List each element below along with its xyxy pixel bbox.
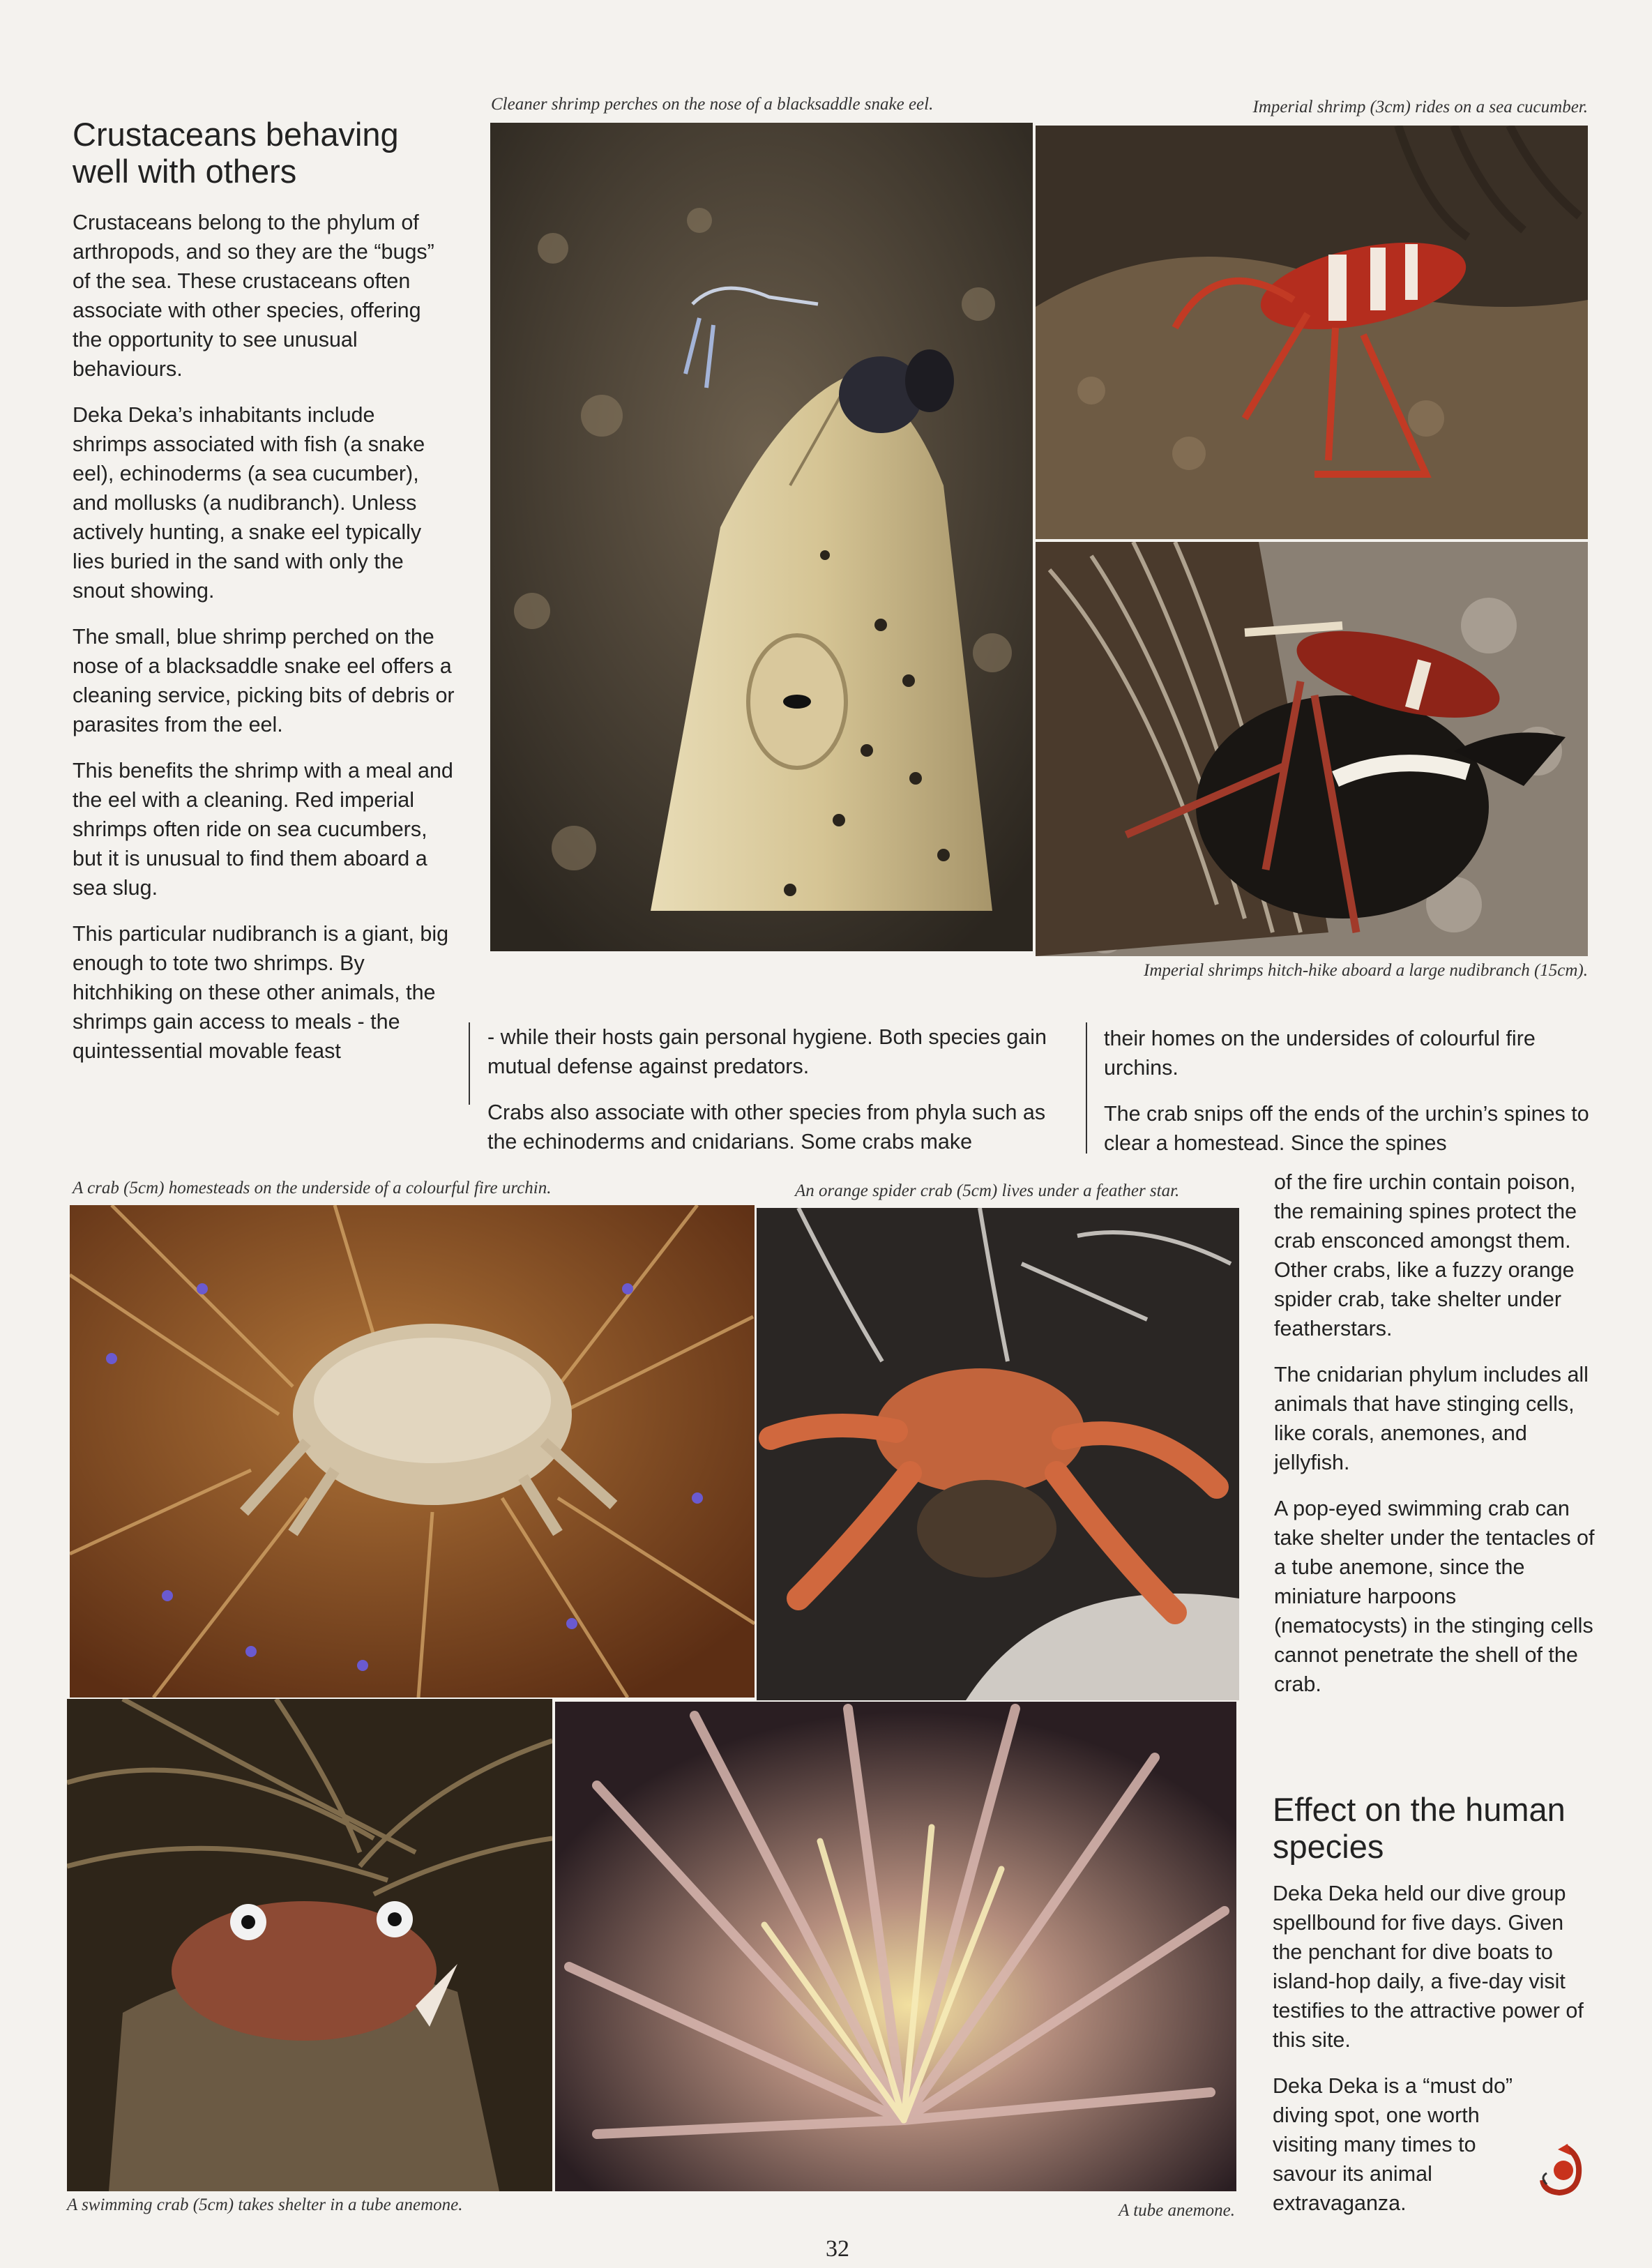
- paragraph: The crab snips off the ends of the urchin’s spines to clear a homestead. Since the spines: [1104, 1102, 1589, 1155]
- tube-anemone-photo: [555, 1702, 1236, 2191]
- body-column-3: [1104, 1024, 1592, 1174]
- caption-eel: Cleaner shrimp perches on the nose of a blacksaddle snake eel.: [491, 95, 934, 114]
- caption-nudibranch: Imperial shrimps hitch-hike aboard a large nudibranch (15cm).: [1144, 961, 1588, 980]
- crab-end-mark-icon: [1537, 2142, 1586, 2198]
- article-title: Crustaceans behaving well with others: [73, 116, 399, 190]
- paragraph: Crabs also associate with other species from phyla such as the echinoderms and cnidarians. Some crabs make: [487, 1101, 1046, 1154]
- paragraph: This particular nudibranch is a giant, big enough to tote two shrimps. By hitchhiking on these other animals, the shrimps gain access to meals - the quintessential movable feast: [73, 922, 449, 1063]
- body-column-4: [1274, 1167, 1595, 1716]
- column-divider: [469, 1022, 470, 1105]
- paragraph: of the fire urchin contain poison, the remaining spines protect the crab ensconced amongst them. Other crabs, like a fuzzy orange spider crab, take shelter under featherstars.: [1274, 1170, 1577, 1340]
- paragraph: Crustaceans belong to the phylum of arthropods, and so they are the “bugs” of the sea. These crustaceans often associate with other species, offering the opportunity to see unusual behaviours.: [73, 211, 434, 381]
- caption-tube-anemone: A tube anemone.: [1119, 2201, 1235, 2220]
- paragraph: Deka Deka is a “must do” diving spot, one worth visiting many times to savour its animal extravaganza.: [1273, 2074, 1513, 2215]
- column-divider: [1086, 1022, 1087, 1154]
- imperial-shrimp-photo: [1036, 126, 1588, 539]
- paragraph: - while their hosts gain personal hygiene. Both species gain mutual defense against predators.: [487, 1025, 1047, 1078]
- page-number: 32: [826, 2236, 849, 2262]
- spider-crab-photo: [757, 1208, 1239, 1700]
- paragraph: This benefits the shrimp with a meal and the eel with a cleaning. Red imperial shrimps often ride on sea cucumbers, but it is unusual to find them aboard a sea slug.: [73, 759, 453, 900]
- paragraph: Deka Deka’s inhabitants include shrimps associated with fish (a snake eel), echinoderms (a sea cucumber), and mollusks (a nudibranch). Unless actively hunting, a snake eel typically lies buried in the sand with only the snout showing.: [73, 403, 425, 603]
- snake-eel-photo: [490, 123, 1033, 951]
- caption-urchin-crab: A crab (5cm) homesteads on the underside of a colourful fire urchin.: [73, 1179, 552, 1197]
- nudibranch-shrimps-photo: [1036, 542, 1588, 956]
- paragraph: The small, blue shrimp perched on the nose of a blacksaddle snake eel offers a cleaning service, picking bits of debris or parasites from the eel.: [73, 625, 455, 736]
- caption-swimming-crab: A swimming crab (5cm) takes shelter in a tube anemone.: [67, 2195, 463, 2214]
- caption-imperial-shrimp: Imperial shrimp (3cm) rides on a sea cucumber.: [1252, 98, 1588, 116]
- urchin-crab-photo: [70, 1205, 755, 1698]
- body-column-1: [73, 208, 455, 1082]
- body-column-2: [487, 1022, 1073, 1173]
- paragraph: their homes on the undersides of colourful fire urchins.: [1104, 1027, 1536, 1080]
- swimming-crab-photo: [67, 1699, 552, 2191]
- paragraph: Deka Deka held our dive group spellbound for five days. Given the penchant for dive boats to island-hop daily, a five-day visit testifies to the attractive power of this site.: [1273, 1882, 1584, 2052]
- section-subtitle: Effect on the human species: [1273, 1791, 1566, 1865]
- paragraph: The cnidarian phylum includes all animals that have stinging cells, like corals, anemones, and jellyfish.: [1274, 1363, 1589, 1474]
- caption-spider-crab: An orange spider crab (5cm) lives under a feather star.: [795, 1181, 1180, 1200]
- paragraph: A pop-eyed swimming crab can take shelter under the tentacles of a tube anemone, since the miniature harpoons (nematocysts) in the stinging cells cannot penetrate the shell of the crab.: [1274, 1497, 1595, 1696]
